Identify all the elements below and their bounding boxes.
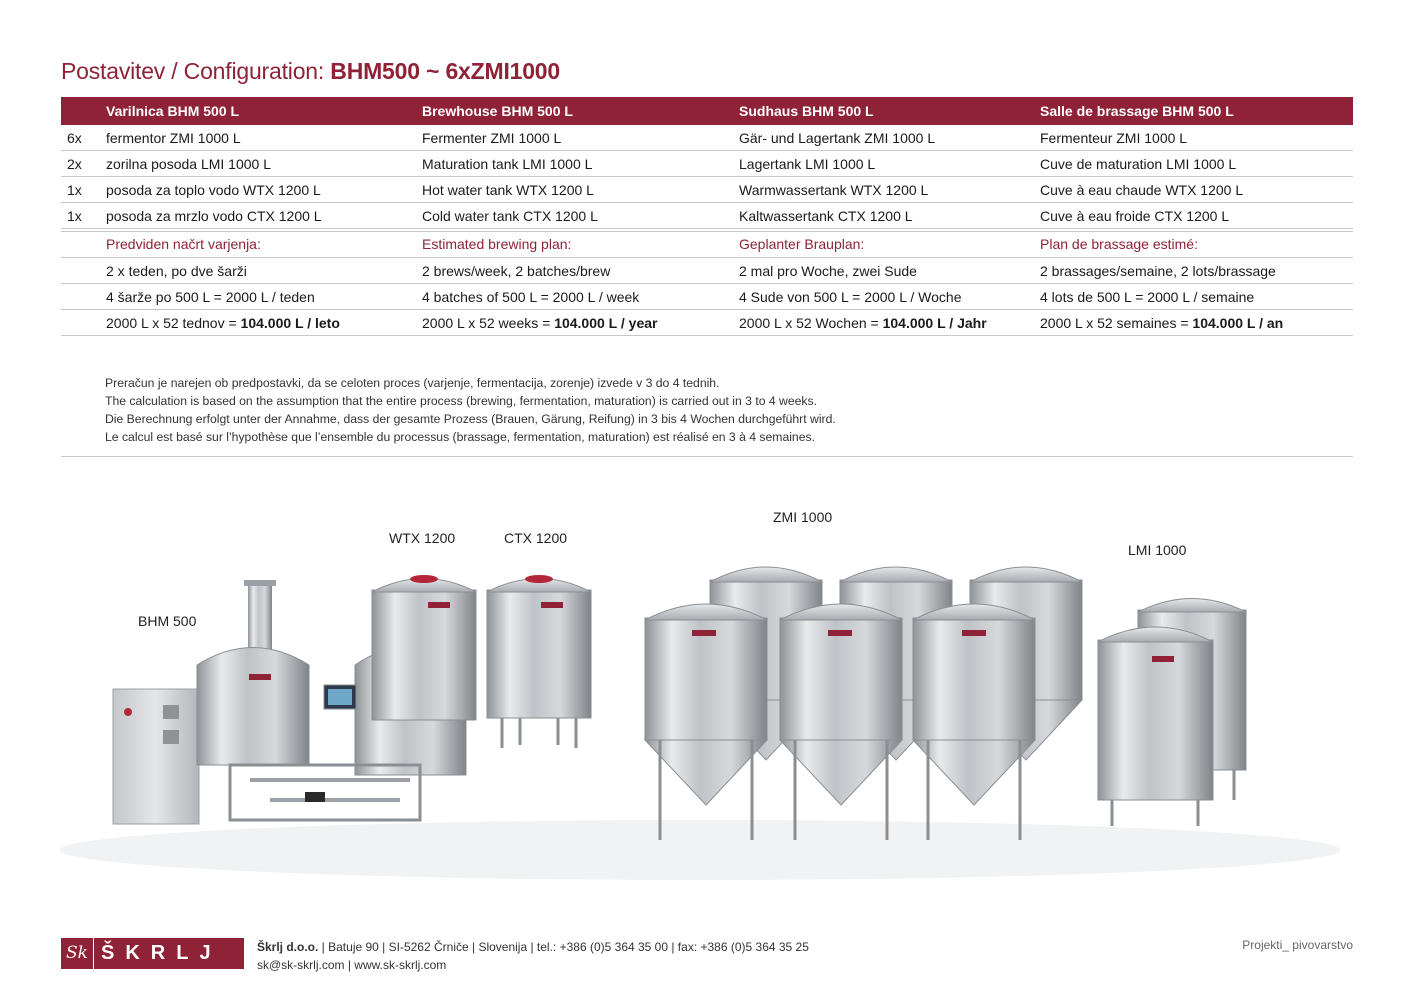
tank-legs xyxy=(1112,800,1198,826)
cabinet-vent-icon xyxy=(163,705,179,719)
brand-plate-icon xyxy=(962,630,986,636)
table-cell: 4 batches of 500 L = 2000 L / week xyxy=(422,289,640,305)
brand-plate-icon xyxy=(249,674,271,680)
logo-wordmark: ŠKRLJ xyxy=(101,942,222,964)
page-title: Postavitev / Configuration: BHM500 ~ 6xZMI1000 xyxy=(61,58,560,84)
table-cell: Cuve de maturation LMI 1000 L xyxy=(1040,156,1237,172)
table-cell: 4 Sude von 500 L = 2000 L / Woche xyxy=(739,289,962,305)
table-cell: 4 lots de 500 L = 2000 L / semaine xyxy=(1040,289,1255,305)
logo-monogram: Sk xyxy=(61,938,94,969)
table-cell: Fermenteur ZMI 1000 L xyxy=(1040,130,1188,146)
label-wtx-1200: WTX 1200 xyxy=(389,530,456,546)
company-name: Škrlj d.o.o. xyxy=(257,940,319,954)
tank-legs xyxy=(502,718,576,748)
table-cell: posoda za mrzlo vodo CTX 1200 L xyxy=(106,208,322,224)
total-cell: 2000 L x 52 semaines = 104.000 L / an xyxy=(1040,315,1284,331)
note-line: Le calcul est basé sur l’hypothèse que l’ensemble du processus (brassage, fermentation, maturation) est réalisé en 3 à 4 semaines. xyxy=(105,430,815,444)
brand-plate-icon xyxy=(428,602,450,608)
plan-header-cell: Geplanter Brauplan: xyxy=(739,236,865,252)
label-lmi-1000: LMI 1000 xyxy=(1128,542,1187,558)
pump-icon xyxy=(305,792,325,802)
table-cell: 2 x teden, po dve šarži xyxy=(106,263,247,279)
table-cell: zorilna posoda LMI 1000 L xyxy=(106,156,271,172)
label-bhm-500: BHM 500 xyxy=(138,613,197,629)
table-cell: fermentor ZMI 1000 L xyxy=(106,130,241,146)
table-cell: 2 brassages/semaine, 2 lots/brassage xyxy=(1040,263,1276,279)
table-cell: Fermenter ZMI 1000 L xyxy=(422,130,562,146)
note-line: Die Berechnung erfolgt unter der Annahme, dass der gesamte Prozess (Brauen, Gärung, Reifung) in 3 bis 4 Wochen durchgeführt wird. xyxy=(105,412,836,426)
touchscreen-display xyxy=(328,689,352,705)
label-ctx-1200: CTX 1200 xyxy=(504,530,568,546)
fermenter-tank xyxy=(645,604,767,840)
ctx-1200-tank xyxy=(487,575,591,748)
chimney-cap xyxy=(244,580,276,586)
table-cell: posoda za toplo vodo WTX 1200 L xyxy=(106,182,321,198)
quantity-cell: 6x xyxy=(67,130,82,146)
ctx-tank-body xyxy=(487,590,591,718)
plan-header-cell: Estimated brewing plan: xyxy=(422,236,572,252)
manhole-icon xyxy=(525,575,553,583)
label-zmi-1000: ZMI 1000 xyxy=(773,509,833,525)
total-cell: 2000 L x 52 Wochen = 104.000 L / Jahr xyxy=(739,315,987,331)
header-cell: Varilnica BHM 500 L xyxy=(106,103,240,119)
table-cell: Kaltwassertank CTX 1200 L xyxy=(739,208,913,224)
lmi-1000-maturation-tanks xyxy=(1098,599,1246,827)
brand-plate-icon xyxy=(1152,656,1174,662)
wtx-tank-body xyxy=(372,590,476,720)
quantity-cell: 1x xyxy=(67,182,82,198)
contact-line: sk@sk-skrlj.com | www.sk-skrlj.com xyxy=(257,958,447,972)
quantity-cell: 1x xyxy=(67,208,82,224)
wtx-1200-tank xyxy=(372,575,476,720)
company-address xyxy=(257,938,809,974)
plan-header-cell: Plan de brassage estimé: xyxy=(1040,236,1198,252)
plan-header-cell: Predviden načrt varjenja: xyxy=(106,236,261,252)
table-cell: 2 mal pro Woche, zwei Sude xyxy=(739,263,917,279)
maturation-tank xyxy=(1098,627,1213,826)
header-cell: Sudhaus BHM 500 L xyxy=(739,103,874,119)
total-cell: 2000 L x 52 tednov = 104.000 L / leto xyxy=(106,315,340,331)
cabinet-vent-icon xyxy=(163,730,179,744)
quantity-cell: 2x xyxy=(67,156,82,172)
table-cell: 4 šarže po 500 L = 2000 L / teden xyxy=(106,289,315,305)
company-logo xyxy=(61,938,244,969)
fermenter-tank xyxy=(913,604,1035,840)
table-cell: Maturation tank LMI 1000 L xyxy=(422,156,593,172)
table-cell: Lagertank LMI 1000 L xyxy=(739,156,876,172)
fermenter-tank xyxy=(780,604,902,840)
table-cell: 2 brews/week, 2 batches/brew xyxy=(422,263,611,279)
note-line: Preračun je narejen ob predpostavki, da se celoten proces (varjenje, fermentacija, zorenje) izvede v 3 do 4 tednih. xyxy=(105,376,720,390)
table-cell: Warmwassertank WTX 1200 L xyxy=(739,182,929,198)
brand-plate-icon xyxy=(828,630,852,636)
brewhouse-piping xyxy=(250,780,410,800)
header-cell: Salle de brassage BHM 500 L xyxy=(1040,103,1234,119)
total-cell: 2000 L x 52 weeks = 104.000 L / year xyxy=(422,315,658,331)
zmi-1000-fermenters xyxy=(645,567,1082,840)
mash-tun xyxy=(197,648,309,766)
table-cell: Gär- und Lagertank ZMI 1000 L xyxy=(739,130,936,146)
table-cell: Cuve à eau froide CTX 1200 L xyxy=(1040,208,1230,224)
note-line: The calculation is based on the assumption that the entire process (brewing, fermentation, maturation) is carried out in 3 to 4 weeks. xyxy=(105,394,817,408)
brand-plate-icon xyxy=(692,630,716,636)
floor-shadow xyxy=(60,820,1340,880)
table-cell: Hot water tank WTX 1200 L xyxy=(422,182,594,198)
table-cell: Cuve à eau chaude WTX 1200 L xyxy=(1040,182,1244,198)
table-cell: Cold water tank CTX 1200 L xyxy=(422,208,598,224)
emergency-stop-icon xyxy=(124,708,132,716)
brand-plate-icon xyxy=(541,602,563,608)
address-line: | Batuje 90 | SI-5262 Črniče | Slovenija | tel.: +386 (0)5 364 35 00 | fax: +386 (0)5 364 35 25 xyxy=(318,940,809,954)
header-cell: Brewhouse BHM 500 L xyxy=(422,103,573,119)
section-label: Projekti_ pivovarstvo xyxy=(1242,938,1353,952)
manhole-icon xyxy=(410,575,438,583)
